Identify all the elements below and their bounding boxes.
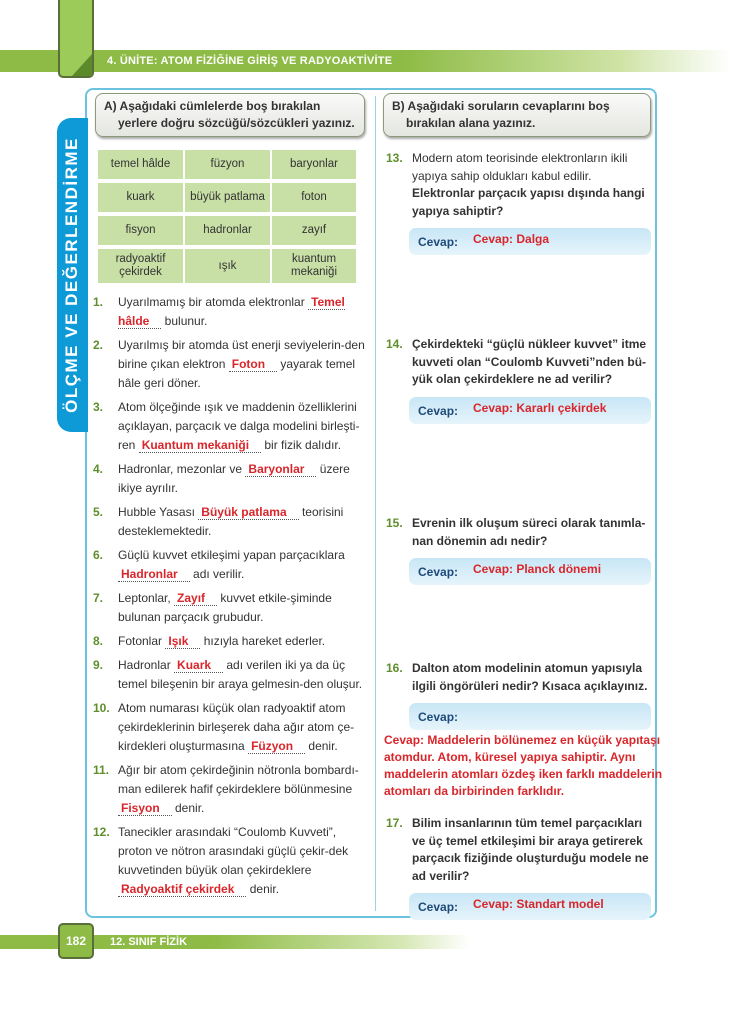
answer-blank[interactable] xyxy=(198,505,298,520)
question-bold-text: Elektronlar parçacık yapısı dışında hangi yapıya sahiptir? xyxy=(412,186,645,218)
item-number: 7. xyxy=(93,591,104,605)
fill-item xyxy=(93,823,370,899)
filled-answer: Hadronlar xyxy=(121,567,178,581)
answer-blank[interactable] xyxy=(229,357,277,372)
side-label: ÖLÇME VE DEĞERLENDİRME xyxy=(62,137,81,413)
question-16-answer: Cevap: Maddelerin bölünemez en küçük yapıtaşı atomdur. Atom, küresel yapıya sahiptir. Aynı maddelerin atomları özdeş iken farklı maddelerin atomları da birbirinden farklıdır. xyxy=(384,733,663,798)
section-b-line2: bırakılan alana yazınız. xyxy=(406,116,536,130)
word-bank-cell: hadronlar xyxy=(185,216,270,245)
fill-item xyxy=(93,546,370,584)
item-text: hızıyla hareket ederler. xyxy=(200,634,326,648)
word-bank-cell: temel hâlde xyxy=(98,150,183,179)
written-answer: Cevap: Standart model xyxy=(473,897,604,911)
question-bold-text: Çekirdekteki “güçlü nükleer kuvvet” itme kuvveti olan “Coulomb Kuvveti”nden bü-yük olan çekirdeklere ne ad verilir? xyxy=(412,337,647,386)
question xyxy=(386,150,651,255)
section-a-line2: yerlere doğru sözcüğü/sözcükleri yazınız. xyxy=(118,116,355,130)
question-number: 17. xyxy=(386,816,403,830)
item-text: Atom ölçeğinde ışık ve maddenin özelliklerini açıklayan, parçacık ve dalga modelini birleşti-ren xyxy=(118,400,360,452)
unit-title: 4. ÜNİTE: ATOM FİZİĞİNE GİRİŞ VE RADYOAKTİVİTE xyxy=(107,55,393,67)
question-number: 14. xyxy=(386,337,403,351)
item-text: bir fizik dalıdır. xyxy=(261,438,342,452)
item-number: 2. xyxy=(93,338,104,352)
question xyxy=(386,515,651,585)
fill-item xyxy=(93,503,370,541)
filled-answer: Temel hâlde xyxy=(118,295,345,328)
item-text: Hubble Yasası xyxy=(118,505,199,519)
item-text: kuvvet etkile-şiminde bulunan parçacık grubudur. xyxy=(118,591,332,624)
word-bank-cell: zayıf xyxy=(272,216,356,245)
item-number: 1. xyxy=(93,295,104,309)
word-bank-cell: radyoaktif çekirdek xyxy=(98,249,183,283)
item-text: denir. xyxy=(305,739,338,753)
item-text: denir. xyxy=(246,882,280,896)
item-text: bulunur. xyxy=(161,314,208,328)
answer-label: Cevap: xyxy=(418,235,459,249)
section-b-heading xyxy=(383,93,651,137)
section-b-line1: B) Aşağıdaki soruların cevaplarını boş xyxy=(392,99,610,113)
word-bank-cell: fisyon xyxy=(98,216,183,245)
question xyxy=(386,815,651,920)
question xyxy=(384,660,663,800)
question-number: 16. xyxy=(386,661,403,675)
item-text: üzere ikiye ayrılır. xyxy=(118,462,350,495)
book-title: 12. SINIF FİZİK xyxy=(110,936,188,948)
item-text: Leptonlar, xyxy=(118,591,175,605)
item-text: denir. xyxy=(171,801,205,815)
filled-answer: Zayıf xyxy=(177,591,206,605)
answer-blank[interactable] xyxy=(174,591,217,606)
word-bank-cell: kuantum mekaniği xyxy=(272,249,356,283)
item-number: 12. xyxy=(93,825,110,839)
filled-answer: Büyük patlama xyxy=(201,505,287,519)
answer-box[interactable] xyxy=(409,397,651,424)
fill-item xyxy=(93,336,370,393)
item-number: 6. xyxy=(93,548,104,562)
column-divider xyxy=(375,96,376,911)
fill-item xyxy=(93,632,370,651)
answer-blank[interactable] xyxy=(174,658,223,673)
fill-item xyxy=(93,761,370,818)
item-text: teorisini desteklemektedir. xyxy=(118,505,344,538)
filled-answer: Işık xyxy=(168,634,189,648)
question-number: 13. xyxy=(386,151,403,165)
item-number: 5. xyxy=(93,505,104,519)
item-text: adı verilir. xyxy=(189,567,245,581)
item-number: 3. xyxy=(93,400,104,414)
answer-label: Cevap: xyxy=(418,565,459,579)
filled-answer: Baryonlar xyxy=(248,462,305,476)
written-answer: Cevap: Kararlı çekirdek xyxy=(473,400,607,415)
question xyxy=(386,336,651,424)
item-text: Güçlü kuvvet etkileşimi yapan parçacıklara xyxy=(118,548,345,562)
unit-header-tab xyxy=(58,0,94,78)
filled-answer: Füzyon xyxy=(251,739,294,753)
item-text: adı verilen iki ya da üç temel bileşenin bir araya gelmesin-den oluşur. xyxy=(118,658,363,691)
item-number: 11. xyxy=(93,763,110,777)
answer-box[interactable] xyxy=(409,893,651,920)
answer-blank[interactable] xyxy=(248,739,305,754)
answer-blank[interactable] xyxy=(139,438,261,453)
question-bold-text: Dalton atom modelinin atomun yapısıyla ilgili öngörüleri nedir? Kısaca açıklayınız. xyxy=(412,661,648,693)
answer-blank[interactable] xyxy=(118,882,246,897)
filled-answer: Kuark xyxy=(177,658,212,672)
answer-label: Cevap: xyxy=(418,710,459,724)
item-number: 9. xyxy=(93,658,104,672)
item-text: yayarak temel hâle geri döner. xyxy=(118,357,356,390)
filled-answer: Fisyon xyxy=(121,801,160,815)
question-bold-text: Evrenin ilk oluşum süreci olarak tanımla-nan dönemin adı nedir? xyxy=(412,516,646,548)
word-bank-cell: füzyon xyxy=(185,150,270,179)
item-text: Uyarılmış bir atomda üst enerji seviyelerin-den birine çıkan elektron xyxy=(118,338,365,371)
word-bank-cell: baryonlar xyxy=(272,150,356,179)
answer-blank[interactable] xyxy=(118,801,172,816)
fill-item xyxy=(93,293,370,331)
filled-answer: Radyoaktif çekirdek xyxy=(121,882,235,896)
written-answer: Cevap: Dalga xyxy=(473,232,550,246)
section-a-line1: A) Aşağıdaki cümlelerde boş bırakılan xyxy=(104,99,321,113)
answer-label: Cevap: xyxy=(418,900,459,914)
answer-box[interactable] xyxy=(409,558,651,585)
question-bold-text: Bilim insanlarının tüm temel parçacıkları ve üç temel etkileşimi bir araya getirerek parçacık fiziğinde oluşturduğu modele ne ad verilir? xyxy=(412,816,649,883)
item-number: 8. xyxy=(93,634,104,648)
fill-item xyxy=(93,398,370,455)
item-text: Fotonlar xyxy=(118,634,166,648)
item-text: Ağır bir atom çekirdeğinin nötronla bombardı-man edilerek hafif çekirdeklere bölünmesine xyxy=(118,763,359,796)
fill-item xyxy=(93,699,370,756)
word-bank-cell: kuark xyxy=(98,183,183,212)
fill-item xyxy=(93,589,370,627)
question-number: 15. xyxy=(386,516,403,530)
item-text: Atom numarası küçük olan radyoaktif atom çekirdeklerinin birleşerek daha ağır atom çe-kirdekleri oluşturmasına xyxy=(118,701,355,753)
fill-in-list xyxy=(93,293,370,904)
answer-label: Cevap: xyxy=(418,403,459,418)
answer-blank[interactable] xyxy=(245,462,316,477)
word-bank xyxy=(98,150,356,283)
fill-item xyxy=(93,460,370,498)
answer-box[interactable] xyxy=(409,703,651,730)
answer-blank[interactable] xyxy=(165,634,200,649)
page-number: 182 xyxy=(58,923,94,959)
question-text: Modern atom teorisinde elektronların ikili yapıya sahip oldukları kabul edilir. xyxy=(412,151,628,183)
answer-box[interactable] xyxy=(409,228,651,255)
word-bank-cell: ışık xyxy=(185,249,270,283)
word-bank-cell: büyük patlama xyxy=(185,183,270,212)
item-text: Tanecikler arasındaki “Coulomb Kuvveti”, proton ve nötron arasındaki güçlü çekir-dek kuvvetinden büyük olan çekirdeklere xyxy=(118,825,349,877)
filled-answer: Kuantum mekaniği xyxy=(141,438,250,452)
item-number: 10. xyxy=(93,701,110,715)
filled-answer: Foton xyxy=(231,357,266,371)
item-text: Hadronlar, mezonlar ve xyxy=(118,462,246,476)
item-text: Uyarılmamış bir atomda elektronlar xyxy=(118,295,309,309)
item-number: 4. xyxy=(93,462,104,476)
word-bank-cell: foton xyxy=(272,183,356,212)
section-a-heading xyxy=(95,93,365,137)
answer-blank[interactable] xyxy=(118,567,190,582)
fill-item xyxy=(93,656,370,694)
written-answer: Cevap: Planck dönemi xyxy=(473,562,602,576)
item-text: Hadronlar xyxy=(118,658,175,672)
